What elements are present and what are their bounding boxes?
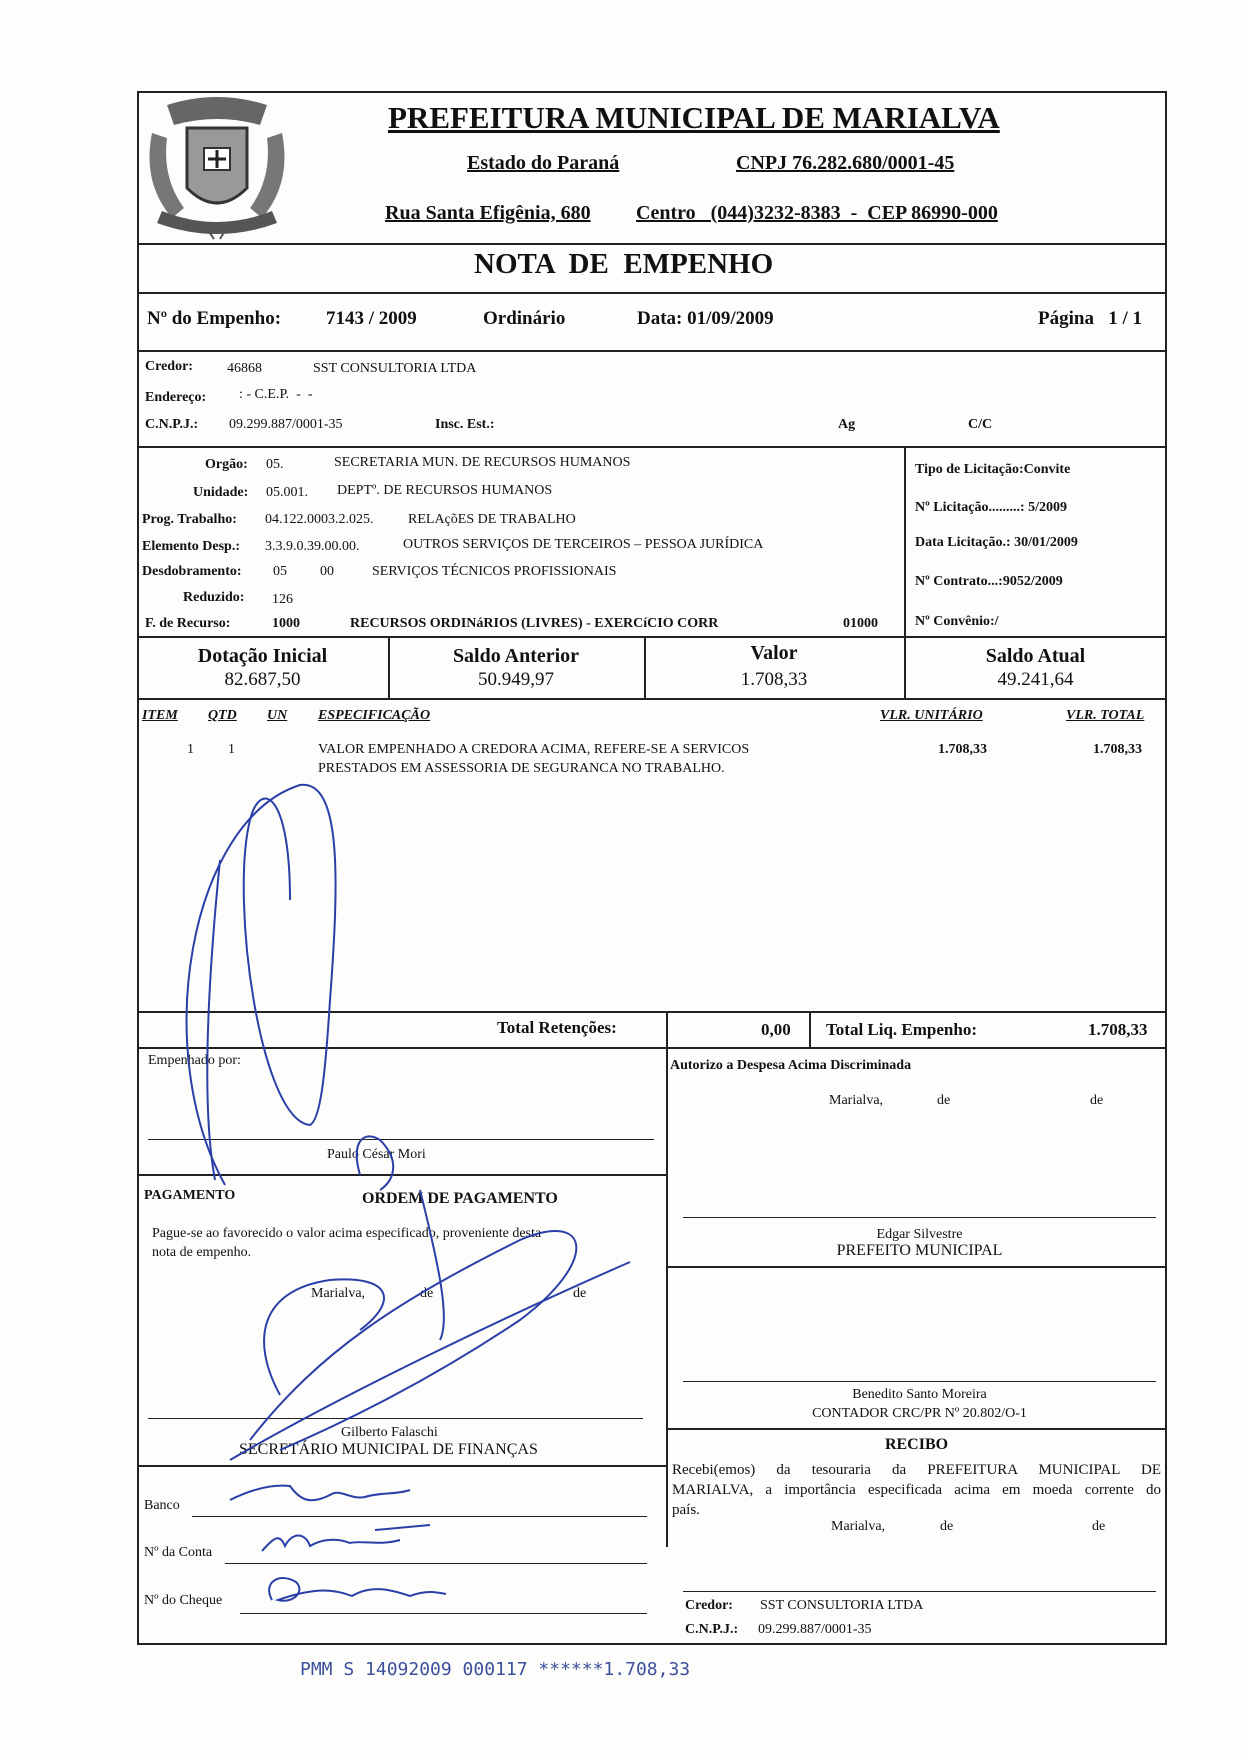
reduzido-label: Reduzido:	[183, 590, 245, 605]
col-item: ITEM	[142, 708, 178, 723]
col-qtd: QTD	[208, 708, 237, 723]
pagamento-text2: nota de empenho.	[152, 1245, 252, 1260]
municipality-title: PREFEITURA MUNICIPAL DE MARIALVA	[388, 100, 1000, 135]
liq-label: Total Liq. Empenho:	[826, 1020, 977, 1039]
page-number: Página 1 / 1	[1038, 308, 1142, 329]
secretario-name: Gilberto Falaschi	[341, 1425, 438, 1440]
empenho-type: Ordinário	[483, 308, 566, 329]
desdob-desc: SERVIÇOS TÉCNICOS PROFISSIONAIS	[372, 564, 617, 579]
autorizo-label: Autorizo a Despesa Acima Discriminada	[670, 1058, 912, 1073]
empenhado-name: Paulo César Mori	[327, 1147, 426, 1162]
recibo-credor-name: SST CONSULTORIA LTDA	[760, 1598, 924, 1613]
convenio-number: Nº Convênio:/	[915, 614, 999, 629]
banco-label: Banco	[144, 1498, 180, 1513]
elemento-desc: OUTROS SERVIÇOS DE TERCEIROS – PESSOA JURÍDICA	[403, 537, 764, 552]
autorizo-city: Marialva,	[829, 1093, 884, 1108]
recibo-de2: de	[1092, 1519, 1106, 1534]
item-vlr-total: 1.708,33	[1093, 742, 1142, 757]
pagamento-de2: de	[573, 1286, 587, 1301]
licitacao-numero: Nº Licitação.........: 5/2009	[915, 500, 1067, 515]
recibo-credor-label: Credor:	[685, 1598, 733, 1613]
contrato-number: Nº Contrato...:9052/2009	[915, 574, 1063, 589]
saldo-atual-value: 49.241,64	[997, 669, 1074, 690]
item-qtd: 1	[228, 742, 235, 757]
item-desc-line1: VALOR EMPENHADO A CREDORA ACIMA, REFERE-SE A SERVICOS	[318, 742, 750, 757]
empenhado-label: Empenhado por:	[148, 1053, 241, 1068]
pagamento-label: PAGAMENTO	[144, 1188, 236, 1203]
dotacao-value: 82.687,50	[224, 669, 301, 690]
credor-cnpj-label: C.N.P.J.:	[145, 417, 199, 432]
recibo-cnpj: 09.299.887/0001-35	[758, 1622, 872, 1637]
credor-cnpj: 09.299.887/0001-35	[229, 417, 343, 432]
conta-label: Nº da Conta	[144, 1545, 213, 1560]
dotacao-label: Dotação Inicial	[197, 645, 328, 667]
autorizo-de2: de	[1090, 1093, 1104, 1108]
empenho-number: 7143 / 2009	[326, 308, 417, 329]
cnpj-label: CNPJ 76.282.680/0001-45	[736, 152, 955, 174]
contact-label: Centro (044)3232-8383 - CEP 86990-000	[636, 202, 998, 224]
saldo-atual-label: Saldo Atual	[985, 645, 1086, 667]
orgao-label: Orgão:	[205, 457, 248, 472]
valor-value: 1.708,33	[740, 669, 808, 690]
retencoes-label: Total Retenções:	[497, 1018, 617, 1037]
credor-name: SST CONSULTORIA LTDA	[313, 361, 477, 376]
recibo-city: Marialva,	[831, 1519, 886, 1534]
recurso-code: 1000	[272, 616, 300, 631]
desdob-code2: 00	[320, 564, 334, 579]
secretario-title: SECRETÁRIO MUNICIPAL DE FINANÇAS	[239, 1441, 538, 1458]
state-label: Estado do Paraná	[467, 152, 620, 174]
autorizo-de1: de	[937, 1093, 951, 1108]
saldo-anterior-value: 50.949,97	[478, 669, 554, 690]
desdob-label: Desdobramento:	[142, 564, 242, 579]
prog-label: Prog. Trabalho:	[142, 512, 237, 527]
col-vlr-unitario: VLR. UNITÁRIO	[880, 708, 983, 723]
item-number: 1	[187, 742, 194, 757]
valor-label: Valor	[750, 642, 798, 664]
unidade-desc: DEPTº. DE RECURSOS HUMANOS	[337, 483, 553, 498]
licitacao-tipo: Tipo de Licitação:Convite	[915, 462, 1071, 477]
pagamento-de1: de	[420, 1286, 434, 1301]
cheque-label: Nº do Cheque	[144, 1593, 223, 1608]
recurso-label: F. de Recurso:	[145, 616, 231, 631]
unidade-code: 05.001.	[266, 485, 308, 500]
recurso-desc: RECURSOS ORDINáRIOS (LIVRES) - EXERCíCIO CORR	[350, 616, 719, 631]
unidade-label: Unidade:	[193, 485, 249, 500]
credor-code: 46868	[227, 361, 262, 376]
recibo-line1: Recebi(emos) da tesouraria da PREFEITURA MUNICIPAL DE	[672, 1462, 1161, 1478]
col-vlr-total: VLR. TOTAL	[1066, 708, 1145, 723]
liq-value: 1.708,33	[1088, 1020, 1148, 1039]
orgao-desc: SECRETARIA MUN. DE RECURSOS HUMANOS	[334, 455, 631, 470]
retencoes-value: 0,00	[761, 1020, 791, 1039]
prefeito-name: Edgar Silvestre	[876, 1227, 963, 1242]
address-label: Rua Santa Efigênia, 680	[385, 202, 591, 224]
insc-est-label: Insc. Est.:	[435, 417, 495, 432]
recibo-line3: país.	[672, 1502, 700, 1518]
reduzido-code: 126	[272, 592, 293, 607]
account-label: C/C	[968, 417, 993, 432]
payment-stamp: PMM S 14092009 000117 ******1.708,33	[300, 1659, 691, 1680]
elemento-label: Elemento Desp.:	[142, 539, 240, 554]
agency-label: Ag	[838, 417, 856, 432]
orgao-code: 05.	[266, 457, 284, 472]
prog-desc: RELAçõES DE TRABALHO	[408, 512, 576, 527]
prefeito-title: PREFEITO MUNICIPAL	[836, 1242, 1003, 1259]
recibo-text	[672, 1460, 1161, 1520]
address-field-label: Endereço:	[145, 390, 207, 405]
prog-code: 04.122.0003.2.025.	[265, 512, 374, 527]
recibo-de1: de	[940, 1519, 954, 1534]
col-especificacao: ESPECIFICAÇÃO	[318, 708, 431, 723]
contador-title: CONTADOR CRC/PR Nº 20.802/O-1	[812, 1406, 1027, 1421]
contador-name: Benedito Santo Moreira	[852, 1387, 987, 1402]
document-title: NOTA DE EMPENHO	[474, 248, 774, 280]
recibo-label: RECIBO	[884, 1436, 949, 1453]
desdob-code1: 05	[273, 564, 287, 579]
empenho-date: Data: 01/09/2009	[637, 308, 774, 329]
address-field-value: : - C.E.P. - -	[239, 387, 313, 402]
pagamento-city: Marialva,	[311, 1286, 366, 1301]
licitacao-data: Data Licitação.: 30/01/2009	[915, 535, 1078, 550]
empenho-number-label: Nº do Empenho:	[147, 308, 282, 329]
item-vlr-unitario: 1.708,33	[938, 742, 987, 757]
ordem-pagamento-label: ORDEM DE PAGAMENTO	[362, 1190, 558, 1207]
recibo-cnpj-label: C.N.P.J.:	[685, 1622, 739, 1637]
pagamento-text1: Pague-se ao favorecido o valor acima especificado, proveniente desta	[152, 1226, 542, 1241]
recibo-line2: MARIALVA, a importância especificada acima em moeda corrente do	[672, 1482, 1161, 1498]
saldo-anterior-label: Saldo Anterior	[452, 645, 580, 667]
recurso-code2: 01000	[843, 616, 878, 631]
credor-label: Credor:	[145, 359, 193, 374]
elemento-code: 3.3.9.0.39.00.00.	[265, 539, 360, 554]
item-desc-line2: PRESTADOS EM ASSESSORIA DE SEGURANCA NO TRABALHO.	[318, 761, 725, 776]
col-un: UN	[267, 708, 288, 723]
